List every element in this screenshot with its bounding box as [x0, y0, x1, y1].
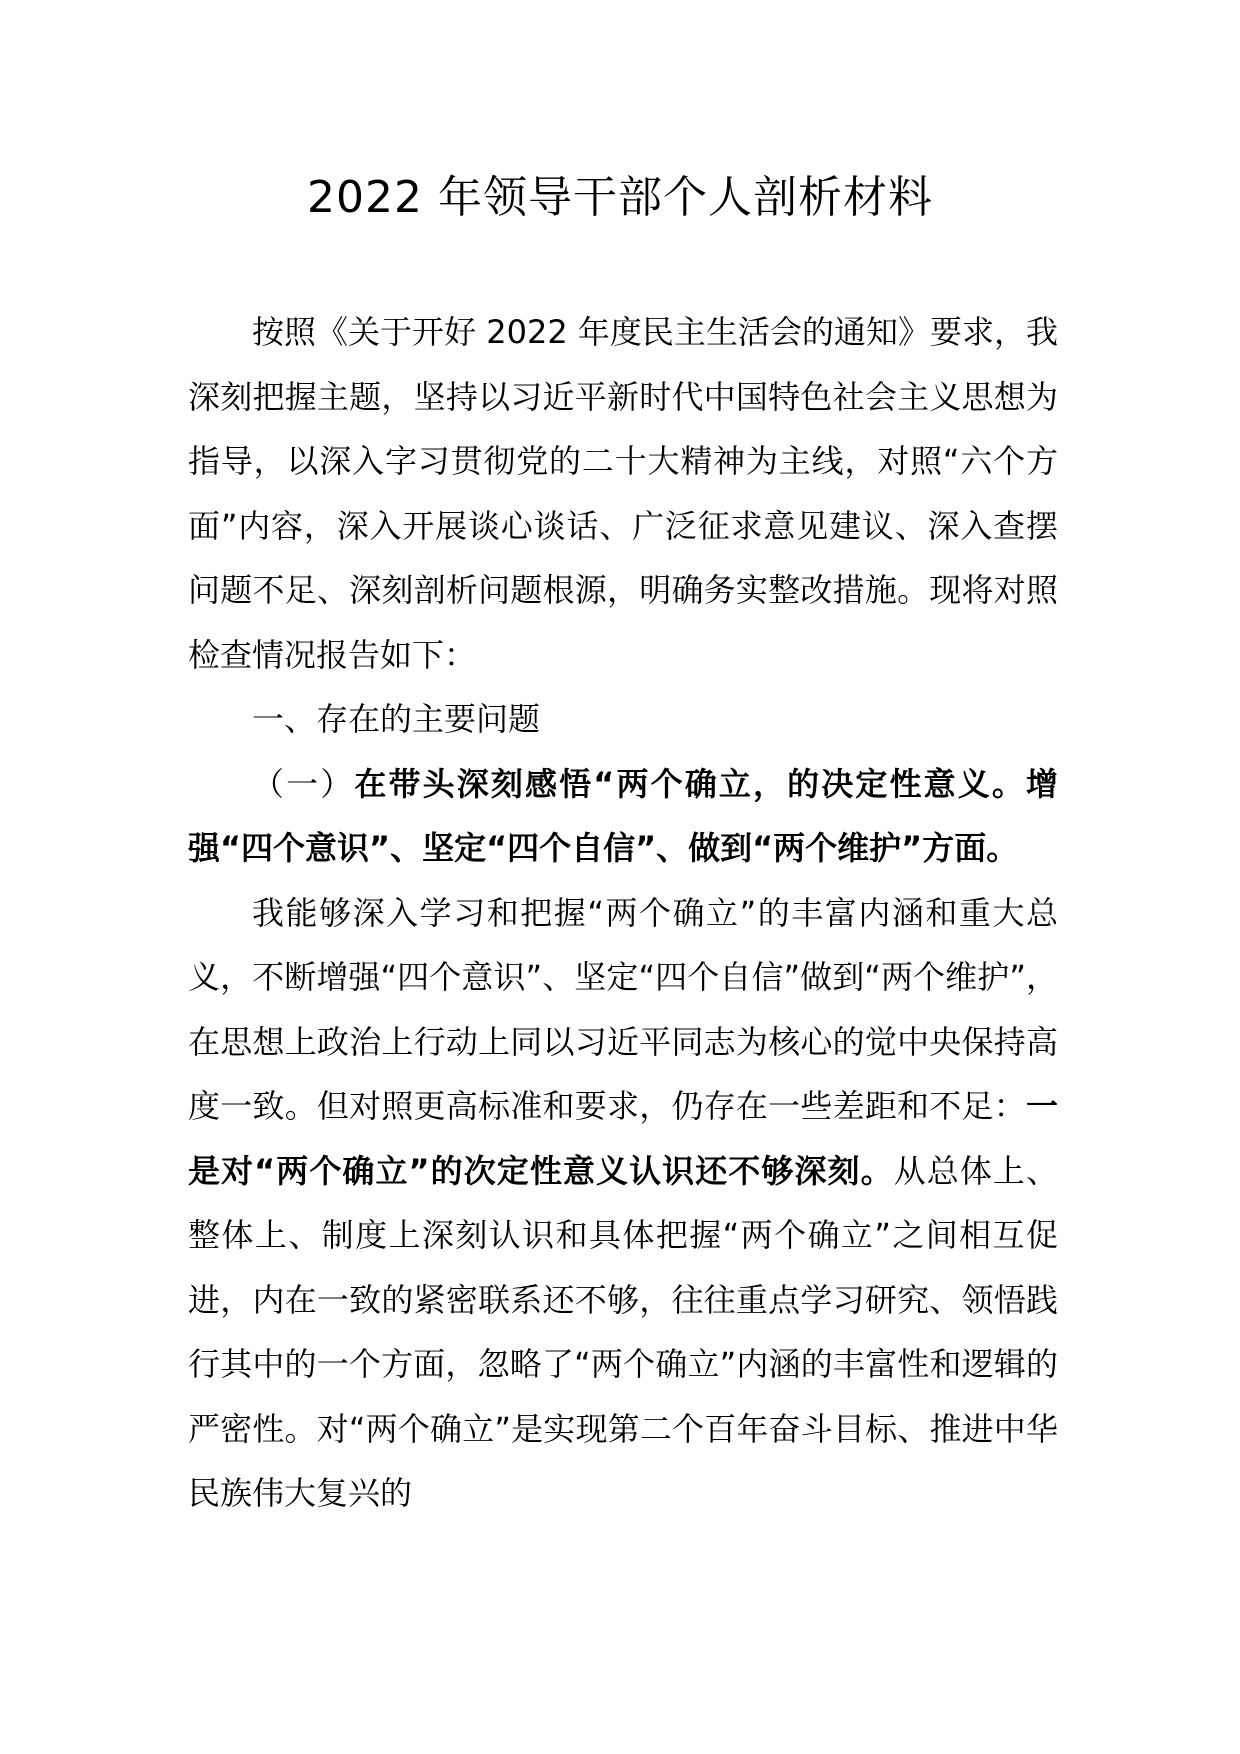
subsection-title: 在带头深刻感悟“两个确立，的决定性意义。增强“四个意识”、坚定“四个自信”、做到“两个维护”方面。	[188, 764, 1058, 867]
subsection-heading	[188, 752, 1058, 881]
document-title: 2022 年领导干部个人剖析材料	[307, 172, 933, 223]
subsection-number: （一）	[252, 764, 355, 803]
section-heading: 一、存在的主要问题	[252, 700, 541, 738]
body-paragraph	[188, 881, 1058, 1526]
paragraph-lead: 我能够深入学习和把握“两个确立”的丰富内涵和重大总义，不断增强“四个意识”、坚定“四个自信”做到“两个维护”，在思想上政治上行动上同以习近平同志为核心的觉中央保持高度一致。但对照更高标准和要求，仍存在一些差距和不足：	[188, 893, 1058, 1125]
paragraph-emphasis: 一是对“两个确立”的次定性意义认识还不够深刻。	[188, 1087, 1058, 1190]
paragraph-continuation: 从总体上、整体上、制度上深刻认识和具体把握“两个确立”之间相互促进，内在一致的紧密联系还不够，往往重点学习研究、领悟践行其中的一个方面，忽略了“两个确立”内涵的丰富性和逻辑的严密性。对“两个确立”是实现第二个百年奋斗目标、推进中华民族伟大复兴的	[188, 1151, 1058, 1512]
intro-paragraph: 按照《关于开好 2022 年度民主生活会的通知》要求，我深刻把握主题，坚持以习近平新时代中国特色社会主义思想为指导，以深入字习贯彻党的二十大精神为主线，对照“六个方面”内容，深入开展谈心谈话、广泛征求意见建议、深入查摆问题不足、深刻剖析问题根源，明确务实整改措施。现将对照检查情况报告如下：	[188, 313, 1058, 674]
document-body	[188, 300, 1058, 1526]
